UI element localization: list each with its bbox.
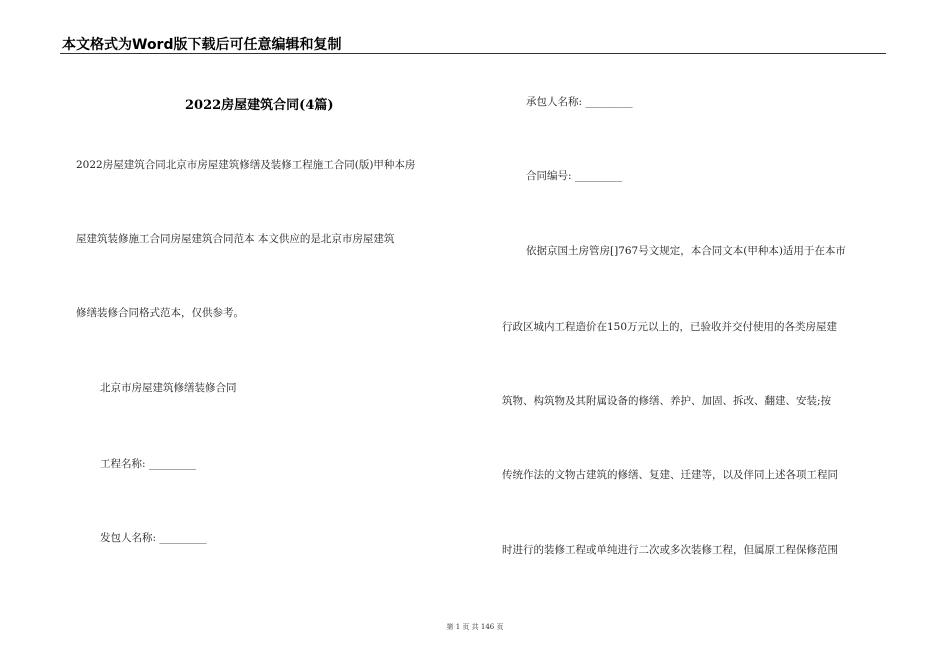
contract-heading: 北京市房屋建筑修缮装修合同 [100, 382, 237, 394]
contract-number-field: 合同编号: _________ [526, 170, 623, 182]
employer-name-field: 发包人名称: _________ [100, 532, 207, 544]
document-header: 本文格式为Word版下载后可任意编辑和复制 [62, 37, 342, 53]
document-title: 2022房屋建筑合同(4篇) [185, 98, 334, 113]
page-number: 第 1 页 共 146 页 [446, 623, 504, 631]
paragraph-line: 行政区城内工程造价在150万元以上的，已验收并交付使用的各类房屋建 [502, 321, 838, 333]
paragraph-line: 时进行的装修工程或单纯进行二次或多次装修工程，但属原工程保修范围 [502, 544, 838, 556]
paragraph-line: 依据京国土房管房[]767号文规定，本合同文本(甲种本)适用于在本市 [526, 245, 846, 257]
header-divider [60, 53, 886, 54]
paragraph-line: 传统作法的文物古建筑的修缮、复建、迁建等，以及伴同上述各项工程同 [502, 469, 838, 481]
project-name-field: 工程名称: _________ [100, 458, 197, 470]
contractor-name-field: 承包人名称: _________ [526, 96, 633, 108]
paragraph-line: 修缮装修合同格式范本，仅供参考。 [76, 307, 244, 319]
paragraph-line: 筑物、构筑物及其附属设备的修缮、养护、加固、拆改、翻建、安装;按 [502, 395, 832, 407]
paragraph-line: 屋建筑装修施工合同房屋建筑合同范本 本文供应的是北京市房屋建筑 [76, 233, 395, 245]
paragraph-line: 2022房屋建筑合同北京市房屋建筑修缮及装修工程施工合同(版)甲种本房 [76, 159, 416, 171]
